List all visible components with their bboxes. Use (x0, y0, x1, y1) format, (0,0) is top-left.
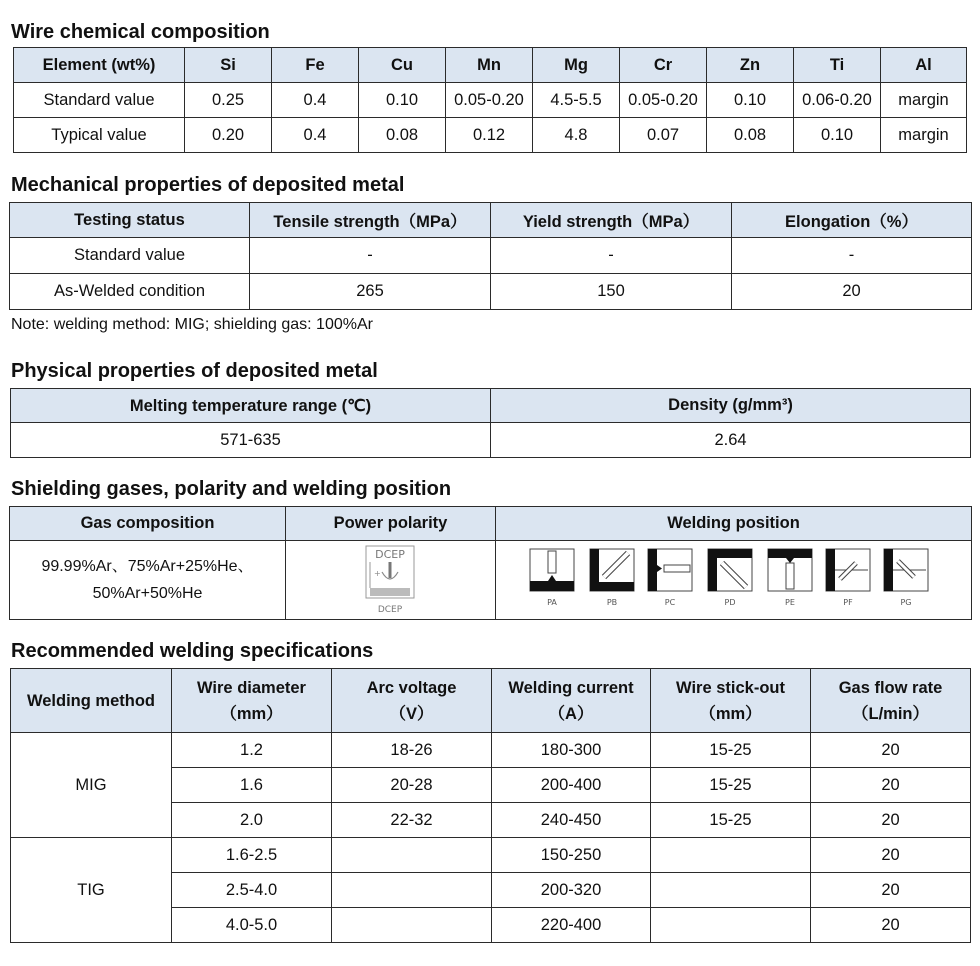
table-cell: 0.4 (272, 118, 359, 153)
table-cell: 240-450 (492, 803, 651, 838)
col-header: Zn (707, 48, 794, 83)
col-header (811, 669, 971, 733)
table-cell: 4.5-5.5 (533, 83, 620, 118)
table-cell: 0.10 (359, 83, 446, 118)
mechanical-table (9, 202, 972, 310)
table-cell: 200-400 (492, 768, 651, 803)
table-cell: 20 (811, 873, 971, 908)
table-cell: 0.08 (707, 118, 794, 153)
position-pb-icon (590, 549, 634, 591)
gas-line-2: 50%Ar+50%He (92, 585, 203, 602)
col-header: Tensile strength（MPa） (250, 203, 491, 238)
table-row (14, 118, 967, 153)
chemical-table (13, 47, 967, 153)
col-header: Cu (359, 48, 446, 83)
polarity-top-label: DCEP (374, 548, 405, 561)
col-header (11, 669, 172, 733)
position-pc-icon (648, 549, 692, 591)
chemical-title: Wire chemical composition (11, 21, 270, 43)
physical-title: Physical properties of deposited metal (11, 360, 378, 382)
col-header (172, 669, 332, 733)
table-row (10, 274, 972, 310)
col-header: Element (wt%) (14, 48, 185, 83)
col-header: Welding position (496, 507, 972, 541)
table-cell: margin (881, 83, 967, 118)
table-row (11, 423, 971, 458)
col-header: Fe (272, 48, 359, 83)
mechanical-note: Note: welding method: MIG; shielding gas: 100%Ar (11, 316, 373, 333)
position-pa-icon (530, 549, 574, 591)
table-cell: 0.12 (446, 118, 533, 153)
polarity-bottom-label: DCEP (377, 605, 402, 615)
table-cell: - (491, 238, 732, 274)
chemical-header-row (14, 48, 967, 83)
table-row (10, 238, 972, 274)
col-header: Mn (446, 48, 533, 83)
col-header: Melting temperature range (℃) (11, 389, 491, 423)
col-header: Si (185, 48, 272, 83)
header-line: Arc voltage (366, 678, 457, 697)
col-header: Al (881, 48, 967, 83)
header-line: Wire stick-out (676, 678, 785, 697)
specs-title: Recommended welding specifications (11, 640, 374, 662)
dcep-symbol-icon (356, 544, 426, 616)
position-pe-icon (768, 549, 812, 591)
table-cell (651, 873, 811, 908)
table-cell: margin (881, 118, 967, 153)
table-row (14, 83, 967, 118)
header-line: Gas flow rate (838, 678, 943, 697)
table-cell: 4.8 (533, 118, 620, 153)
table-cell (332, 873, 492, 908)
shielding-table (9, 506, 972, 620)
table-cell: 0.08 (359, 118, 446, 153)
row-label: Standard value (14, 83, 185, 118)
table-cell: 20 (811, 803, 971, 838)
table-cell: 2.5-4.0 (172, 873, 332, 908)
table-cell: 0.20 (185, 118, 272, 153)
table-cell: 20 (811, 733, 971, 768)
gas-line-1: 99.99%Ar、75%Ar+25%He、 (41, 558, 254, 575)
table-cell: 18-26 (332, 733, 492, 768)
mechanical-title: Mechanical properties of deposited metal (11, 174, 405, 196)
table-cell: 220-400 (492, 908, 651, 943)
table-cell (651, 838, 811, 873)
table-cell: 15-25 (651, 733, 811, 768)
table-cell: 15-25 (651, 803, 811, 838)
header-line: Wire diameter (197, 678, 306, 697)
table-cell: - (250, 238, 491, 274)
position-label: PF (842, 598, 853, 607)
position-pg-icon (884, 549, 928, 591)
physical-header-row (11, 389, 971, 423)
mechanical-header-row (10, 203, 972, 238)
col-header (332, 669, 492, 733)
header-unit: （mm） (220, 704, 283, 723)
table-cell: 22-32 (332, 803, 492, 838)
position-pd-icon (708, 549, 752, 591)
row-label: Standard value (10, 238, 250, 274)
table-cell: 20 (732, 274, 972, 310)
table-cell: 0.05-0.20 (446, 83, 533, 118)
col-header: Density (g/mm³) (491, 389, 971, 423)
table-cell: 20 (811, 908, 971, 943)
position-label: PA (546, 598, 557, 607)
col-header: Power polarity (286, 507, 496, 541)
table-row (11, 733, 971, 768)
specs-header-row (11, 669, 971, 733)
table-cell: 0.10 (794, 118, 881, 153)
physical-table (10, 388, 971, 458)
table-row (10, 541, 972, 620)
table-cell: 0.06-0.20 (794, 83, 881, 118)
table-cell: 15-25 (651, 768, 811, 803)
table-cell: 0.4 (272, 83, 359, 118)
table-cell: 4.0-5.0 (172, 908, 332, 943)
table-cell: 1.2 (172, 733, 332, 768)
welding-position-cell (496, 541, 972, 620)
table-cell: - (732, 238, 972, 274)
gas-composition-cell (10, 541, 286, 620)
position-label: PG (899, 598, 912, 607)
position-label: PB (606, 598, 617, 607)
col-header: Cr (620, 48, 707, 83)
table-cell: 2.64 (491, 423, 971, 458)
row-label: As-Welded condition (10, 274, 250, 310)
position-label: PE (784, 598, 795, 607)
table-cell: 0.25 (185, 83, 272, 118)
table-cell: 265 (250, 274, 491, 310)
position-label: PC (664, 598, 675, 607)
col-header: Mg (533, 48, 620, 83)
header-unit: （L/min） (852, 704, 929, 723)
table-cell: 1.6-2.5 (172, 838, 332, 873)
table-cell (332, 838, 492, 873)
table-row (11, 838, 971, 873)
shielding-title: Shielding gases, polarity and welding position (11, 478, 452, 500)
table-cell: 1.6 (172, 768, 332, 803)
header-line: Welding method (26, 691, 156, 710)
col-header (492, 669, 651, 733)
position-pf-icon (826, 549, 870, 591)
table-cell: 571-635 (11, 423, 491, 458)
col-header: Elongation（%） (732, 203, 972, 238)
col-header: Ti (794, 48, 881, 83)
table-cell (332, 908, 492, 943)
shielding-header-row (10, 507, 972, 541)
table-cell: 2.0 (172, 803, 332, 838)
svg-text:+: + (373, 569, 381, 578)
table-cell: 20 (811, 838, 971, 873)
header-unit: （mm） (699, 704, 762, 723)
table-cell: 150-250 (492, 838, 651, 873)
table-cell: 180-300 (492, 733, 651, 768)
col-header: Testing status (10, 203, 250, 238)
table-cell: 0.05-0.20 (620, 83, 707, 118)
col-header: Gas composition (10, 507, 286, 541)
col-header: Yield strength（MPa） (491, 203, 732, 238)
table-cell: 0.07 (620, 118, 707, 153)
position-label: PD (724, 598, 735, 607)
table-cell (651, 908, 811, 943)
row-label: Typical value (14, 118, 185, 153)
header-line: Welding current (508, 678, 634, 697)
table-cell: 20-28 (332, 768, 492, 803)
polarity-cell (286, 541, 496, 620)
header-unit: （A） (548, 704, 594, 723)
header-unit: （V） (389, 704, 434, 723)
table-cell: 20 (811, 768, 971, 803)
col-header (651, 669, 811, 733)
table-cell: 200-320 (492, 873, 651, 908)
table-cell: 150 (491, 274, 732, 310)
specs-table (10, 668, 971, 943)
method-cell: TIG (11, 838, 172, 943)
welding-position-icons (524, 545, 944, 615)
table-cell: 0.10 (707, 83, 794, 118)
method-cell: MIG (11, 733, 172, 838)
